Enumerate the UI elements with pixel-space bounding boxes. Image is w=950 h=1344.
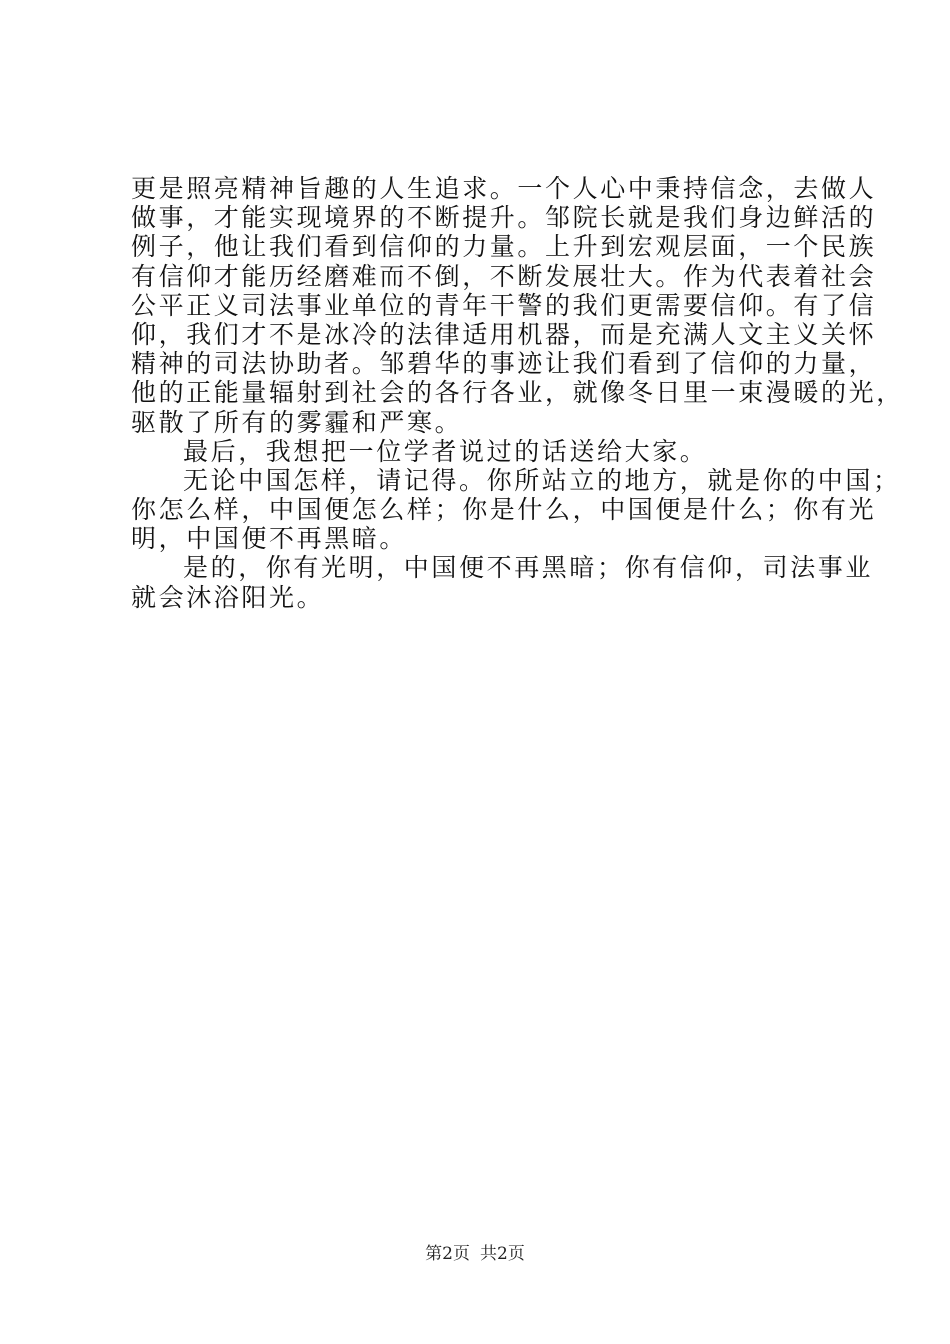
paragraph-start-line: 无论中国怎样，请记得。你所站立的地方，就是你的中国； [183, 465, 901, 495]
paragraph-start-line: 最后，我想把一位学者说过的话送给大家。 [183, 436, 708, 466]
page-total-label: 共2页 [480, 1244, 525, 1264]
text-line: 有信仰才能历经磨难而不倒，不断发展壮大。作为代表着社会 [131, 261, 877, 291]
text-line: 公平正义司法事业单位的青年干警的我们更需要信仰。有了信 [131, 290, 877, 320]
page-footer [0, 1244, 950, 1264]
text-line: 就会沐浴阳光。 [131, 582, 325, 612]
text-line: 他的正能量辐射到社会的各行各业，就像冬日里一束漫暖的光， [131, 378, 904, 408]
text-line: 精神的司法协助者。邹碧华的事迹让我们看到了信仰的力量， [131, 349, 877, 379]
text-line: 你怎么样，中国便怎么样；你是什么，中国便是什么；你有光 [131, 495, 877, 525]
text-line: 仰，我们才不是冰冷的法律适用机器，而是充满人文主义关怀 [131, 319, 877, 349]
text-line: 更是照亮精神旨趣的人生追求。一个人心中秉持信念，去做人 [131, 174, 877, 203]
text-line: 做事，才能实现境界的不断提升。邹院长就是我们身边鲜活的 [131, 203, 877, 233]
text-line: 明，中国便不再黑暗。 [131, 524, 408, 554]
text-line: 例子，他让我们看到信仰的力量。上升到宏观层面，一个民族 [131, 232, 877, 262]
document-body [131, 174, 904, 612]
paragraph-start-line: 是的，你有光明，中国便不再黑暗；你有信仰，司法事业 [183, 553, 874, 583]
page-number-label: 第2页 [425, 1244, 470, 1264]
text-line: 驱散了所有的雾霾和严寒。 [131, 407, 463, 437]
